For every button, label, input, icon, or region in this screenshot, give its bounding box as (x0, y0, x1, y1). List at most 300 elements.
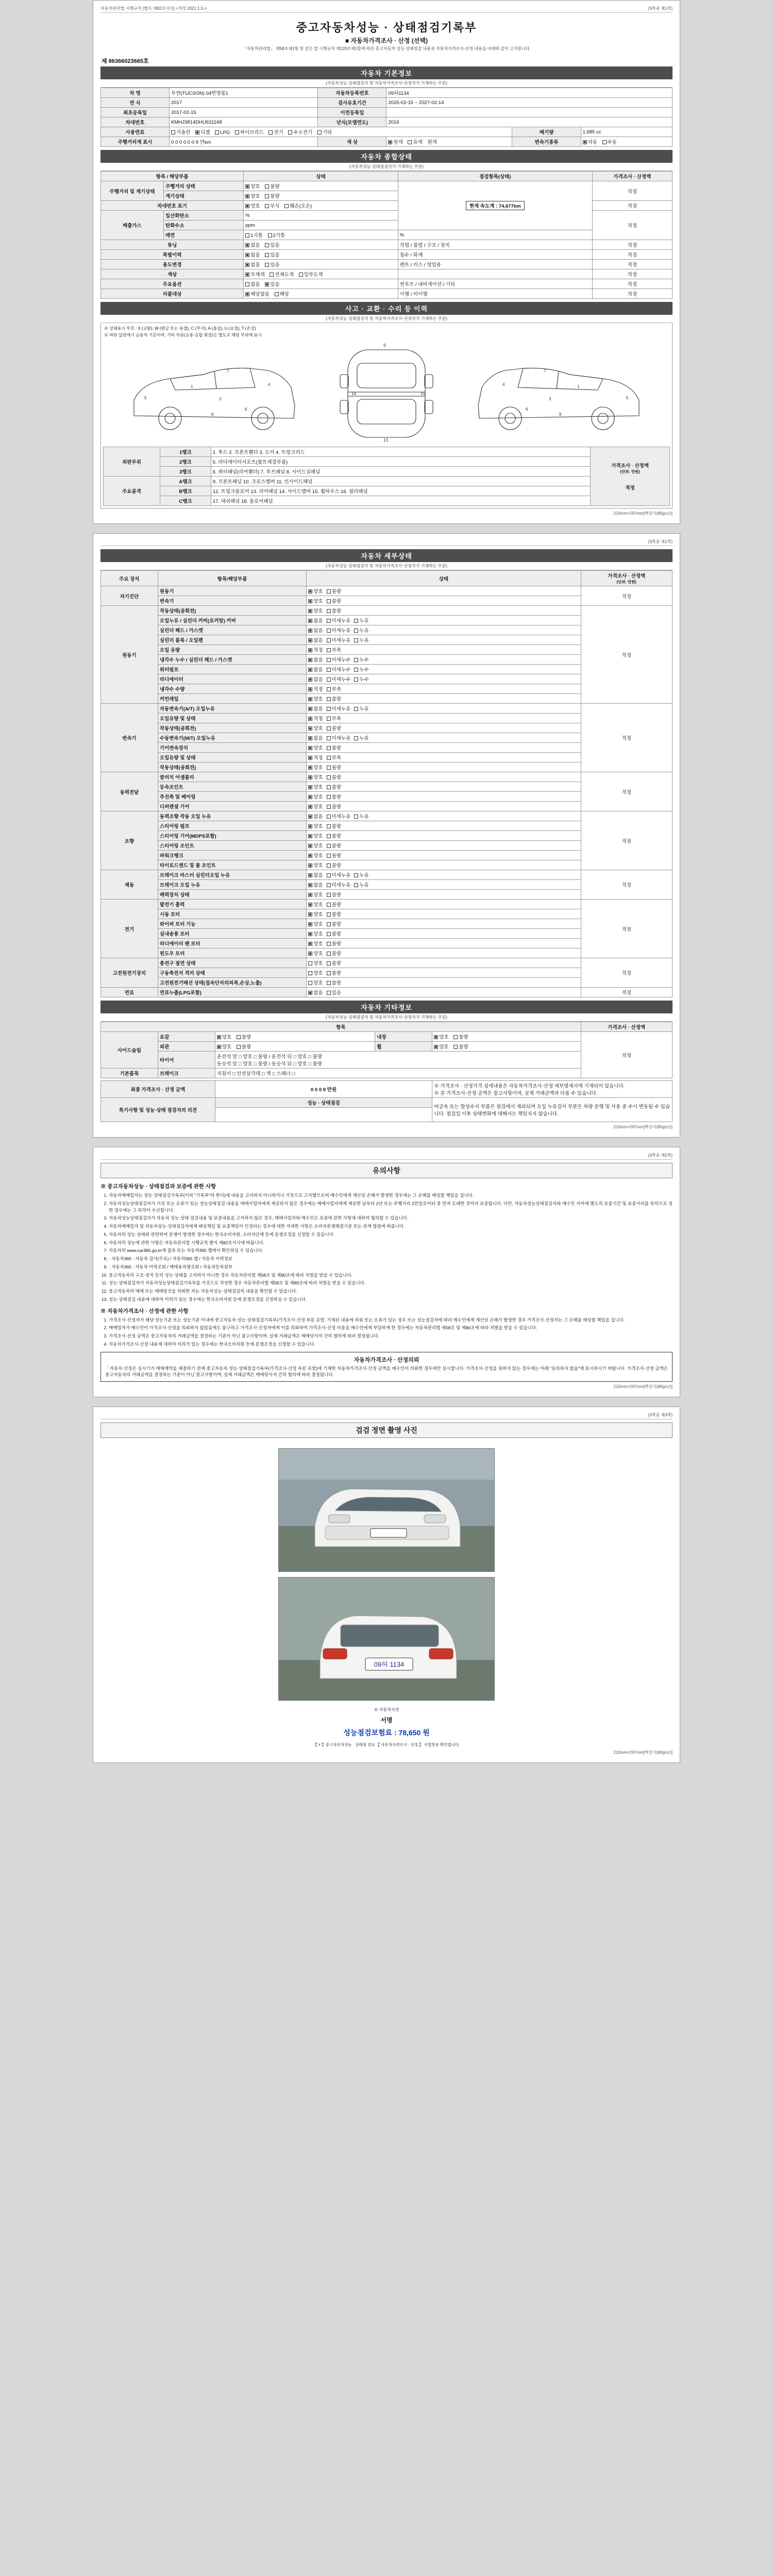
value-transfer (386, 108, 673, 117)
detail-group-2: 변속기 (101, 704, 158, 772)
overall-group-vin: 차대번호 표기 (101, 201, 244, 211)
overall-header-item: 항목 / 해당부품 (101, 172, 244, 181)
other-rstate-0[interactable]: 양호 불량 (432, 1032, 581, 1042)
overall-group-emission: 배출가스 (101, 211, 164, 240)
detail-price-6: 적정 (581, 900, 672, 958)
other-tire-note[interactable]: 운전석 앞 □ 양호 □ 불량 / 운전석 뒤 □ 양호 □ 불량 동승석 앞 □ 양호 □ 불량 / 동승석 뒤 □ 양호 □ 불량 (215, 1052, 581, 1069)
svg-text:3: 3 (219, 397, 222, 401)
overall-state-1[interactable]: 양호 불량 (244, 191, 398, 201)
table-row (101, 900, 673, 909)
list-item: 1. 가격조사·산정자가 해당 성능기준 또는 성능기준 이내에 중고자동차 성능·상태점검기록부(가격조사·산정 부분 포함, 기재된 내용에 허위 또는 오류가 있는 경우 또는 성능점검자에 따라 매수인에게 재산상 손해가 발생한 경우 가격조사·산정자는 그 손해를 배상할 책임을 집니다. (109, 1317, 673, 1324)
overall-price-9: 적정 (592, 269, 672, 279)
table-row (101, 606, 673, 616)
accident-text-2: 6. 쿼터패널(리어휀더) 7. 루프패널 8. 사이드실패널 (211, 467, 590, 477)
document-title: 중고자동차성능 · 상태점검기록부 (296, 21, 477, 34)
detail-item-7-0: 충전구 절연 상태 (158, 958, 306, 968)
detail-state-4-1[interactable]: 양호 불량 (307, 821, 581, 831)
svg-text:14: 14 (351, 392, 356, 396)
detail-body (101, 586, 673, 997)
detail-state-1-3[interactable]: 없음 미세누유 누유 (307, 635, 581, 645)
label-valid: 검사유효기간 (318, 98, 386, 108)
fuel-option-diesel[interactable]: 디젤 (195, 128, 210, 135)
detail-state-4-0[interactable]: 없음 미세누유 누유 (307, 811, 581, 821)
detail-item-7-1: 구동축전지 격리 상태 (158, 968, 306, 978)
detail-state-2-5[interactable]: 적정 부족 (307, 753, 581, 762)
list-item: 8. · 자동차365 : 자동차 검사(무료) / 자동차365 앱 / 자동차 이력정보 (109, 1256, 673, 1262)
fuel-option-gasoline[interactable]: 가솔린 (171, 128, 191, 135)
detail-state-6-3[interactable]: 양호 불량 (307, 929, 581, 939)
value-vin: KMHJ3814DHU631168 (170, 117, 318, 127)
detail-state-1-1[interactable]: 없음 미세누유 누유 (307, 616, 581, 625)
photo-caption: ※ 자동차사진 (374, 1707, 399, 1712)
other-state-1[interactable]: 양호 불량 (215, 1042, 375, 1052)
detail-price-4: 적정 (581, 811, 672, 870)
overall-item-0: 주행거리 상태 (163, 181, 243, 191)
fuel-option-lpg[interactable]: LPG (215, 130, 230, 135)
accident-label-ext: 외판부위 (104, 447, 160, 477)
detail-state-1-0[interactable]: 양호 불량 (307, 606, 581, 616)
overall-group-tuning: 튜닝 (101, 240, 244, 250)
detail-state-7-2[interactable]: 양호 불량 (307, 978, 581, 988)
label-year: 연 식 (101, 98, 170, 108)
detail-state-1-7[interactable]: 없음 미세누수 누수 (307, 674, 581, 684)
overall-price-8: 적정 (592, 260, 672, 269)
detail-item-3-0: 클러치 어셈블리 (158, 772, 306, 782)
page3-header-note (100, 1153, 673, 1160)
overall-state-10[interactable]: 없음 있음 (244, 279, 398, 289)
detail-price-8: 적정 (581, 988, 672, 997)
table-row (101, 772, 673, 782)
table-row (101, 586, 673, 596)
fuel-option-hybrid[interactable]: 하이브리드 (235, 128, 264, 135)
detail-price-0: 적정 (581, 586, 672, 606)
special-label: 특기사항 및 성능·상태 점검자의 의견 (101, 1098, 215, 1122)
detail-group-4: 조향 (101, 811, 158, 870)
detail-state-6-2[interactable]: 양호 불량 (307, 919, 581, 929)
notice-list-2 (109, 1317, 673, 1348)
detail-state-3-3[interactable]: 양호 불량 (307, 802, 581, 811)
accident-price-label: 가격조사 · 산정액 (단위: 만원) 적정 (591, 447, 670, 506)
svg-text:13: 13 (383, 438, 388, 443)
svg-text:5: 5 (626, 396, 629, 400)
accident-parts-table (103, 447, 670, 506)
detail-item-8-0: 연료누출(LPG포함) (158, 988, 306, 997)
svg-text:09허 1134: 09허 1134 (374, 1660, 405, 1668)
signature-label: 서명 (380, 1717, 393, 1724)
label-mileage: 주행거리계 표시 (101, 137, 170, 147)
other-rstate-1[interactable]: 양호 불량 (432, 1042, 581, 1052)
detail-price-3: 적정 (581, 772, 672, 811)
accident-rank-3: A랭크 (160, 477, 211, 486)
detail-state-2-2[interactable]: 양호 불량 (307, 723, 581, 733)
accident-label-frame: 주요골격 (104, 477, 160, 506)
section-overall-note: (자동차성능·상태점검자가 기재하는 부분) (100, 163, 673, 171)
detail-price-1: 적정 (581, 606, 672, 704)
detail-item-1-0: 작동상태(공회전) (158, 606, 306, 616)
detail-item-6-0: 발전기 출력 (158, 900, 306, 909)
detail-item-2-0: 자동변속기(A/T) 오일누유 (158, 704, 306, 714)
list-item: 3. 가격조사·산정 금액은 중고자동차의 거래금액을 결정하는 기준이 아닌 참고사항이며, 실제 거래금액은 매매당사자 간의 협의에 따라 결정됩니다. (109, 1333, 673, 1340)
overall-price-7: 적정 (592, 250, 672, 260)
overall-group-usage: 용도변경 (101, 260, 244, 269)
section-accident: 사고 · 교환 · 수리 등 이력 (100, 302, 673, 315)
detail-group-8: 연료 (101, 988, 158, 997)
svg-text:7: 7 (544, 369, 546, 374)
list-item: 9. · 자동차365 : 자동차 이력조회 / 매매용차량조회 / 자동차등록원부 (109, 1264, 673, 1270)
overall-price-2: 적정 (592, 201, 672, 211)
table-row (101, 988, 673, 997)
detail-item-3-3: 디퍼렌셜 기어 (158, 802, 306, 811)
price-request-body: 「자동차·산정은 실시기가 매매계약을 체결하기 전에 중고자동차 성능·상태점검기록부(가격조사·산정 부분 포함)에 기재한 자동차가격조사·산정 금액을 매수인이 의뢰한 경우에만 실시합니다. 가격조사·산정을 원하지 않는 경우에는 아래 "동의하지 않음"에 표시하시기 바랍니다. 가격조사·산정 금액은 중고자동차의 거래금액을 결정하는 기준이 아닌 참고사항이며, 실제 거래금액은 매매당사자 간의 협의에 따라 결정됩니다. (105, 1365, 668, 1378)
overall-state-9[interactable]: 무채색 전체도색 일부도색 (244, 269, 398, 279)
detail-state-5-2[interactable]: 양호 불량 (307, 890, 581, 900)
list-item: 1. 자동차매매업자는 성능·상태점검기록부(이하 "기록부"라 한다)에 내용을 고지하지 아니하거나 거짓으로 고지했으로써 매수인에게 재산상 손해가 발생한 경우에는 그 손해를 배상할 책임을 집니다. (109, 1192, 673, 1199)
special-sign-area[interactable] (215, 1108, 432, 1122)
page2-header-note (100, 539, 673, 546)
detail-item-5-2: 배력장치 상태 (158, 890, 306, 900)
overall-state-7[interactable]: 없음 있음 (244, 250, 398, 260)
detail-state-6-0[interactable]: 양호 불량 (307, 900, 581, 909)
table-row (101, 958, 673, 968)
detail-state-1-5[interactable]: 없음 미세누수 누수 (307, 655, 581, 665)
overall-detail-5: % (398, 230, 592, 240)
overall-header-detail: 점검항목(상태) (398, 172, 592, 181)
detail-item-0-0: 원동기 (158, 586, 306, 596)
detail-state-2-6[interactable]: 양호 불량 (307, 762, 581, 772)
detail-state-5-0[interactable]: 없음 미세누유 누유 (307, 870, 581, 880)
detail-state-1-8[interactable]: 적정 부족 (307, 684, 581, 694)
overall-detail-11: 이행 / 미이행 (398, 289, 592, 299)
overall-price-3: 적정 (592, 211, 672, 240)
detail-item-6-1: 시동 모터 (158, 909, 306, 919)
notice-sec2-title: ※ 자동차가격조사 · 산정에 관한 사항 (100, 1308, 189, 1314)
other-basic-items[interactable]: 지침서 □ 안전삼각대 □ 잭 □ 스패너 □ (215, 1069, 581, 1078)
other-header-items: 항목 (101, 1022, 581, 1032)
list-item: 6. 자동차의 성능에 관한 사항은 자동차관리법 시행규칙 별지 제82호서식에 따릅니다. (109, 1240, 673, 1246)
price-request-title: 자동차가격조사 · 산정의뢰 (354, 1357, 419, 1363)
page-4 (93, 1406, 680, 1763)
detail-state-1-9[interactable]: 양호 불량 (307, 694, 581, 704)
detail-item-6-4: 라디에이터 팬 모터 (158, 939, 306, 948)
label-model-year: 년식(모델연도) (318, 117, 386, 127)
page2-number: (3쪽중 제1쪽) (648, 539, 673, 544)
table-row (101, 811, 673, 821)
overall-detail-7: 침수 / 화재 (398, 250, 592, 260)
detail-item-5-0: 브레이크 마스터 실린더오일 누유 (158, 870, 306, 880)
value-year: 2017 (170, 98, 318, 108)
overall-state-6[interactable]: 없음 있음 (244, 240, 398, 250)
overall-header-state: 상태 (244, 172, 398, 181)
trans-option-manual[interactable]: 수동 (602, 138, 617, 145)
value-valid: 2025-02-15 ~ 2027-02-14 (386, 98, 673, 108)
overall-group-history: 특별이력 (101, 250, 244, 260)
photo-header: 검검 정면 촬영 사진 (100, 1422, 673, 1438)
page1-bottom-note: 210mm×297mm[백상지(80g/㎡)] (613, 511, 673, 516)
car-diagram[interactable] (103, 338, 670, 447)
detail-group-7: 고전원전기장치 (101, 958, 158, 988)
detail-header-2: 상태 (307, 571, 581, 586)
accident-text-1: 5. 라디에이터서포트(볼트체결부품) (211, 457, 590, 467)
accident-text-3: 9. 프론트패널 10. 크로스멤버 11. 인사이드패널 (211, 477, 590, 486)
page-number: (3쪽중 제1쪽) (648, 6, 673, 11)
detail-state-2-4[interactable]: 양호 불량 (307, 743, 581, 753)
list-item: 5. 자동차의 성능·상태와 관련하여 분쟁이 발생한 경우에는 한국소비자원, 소비자단체 등에 분쟁조정을 신청할 수 있습니다. (109, 1231, 673, 1238)
other-state-0[interactable]: 양호 불량 (215, 1032, 375, 1042)
section-basic-note: (자동차성능·상태점검자 및 자동차가격조사·산정자가 기재하는 부분) (100, 79, 673, 88)
overall-table (100, 171, 673, 299)
overall-state-2[interactable]: 양호 부식 훼손(오손) (244, 201, 398, 211)
page3-number: (3쪽중 제2쪽) (648, 1153, 673, 1158)
other-rlabel-0: 내장 (375, 1032, 432, 1042)
detail-item-4-3: 스티어링 조인트 (158, 841, 306, 851)
label-color: 색 상 (318, 137, 386, 147)
other-table (100, 1022, 673, 1078)
detail-header-3: 가격조사 · 산정액 (단위: 만원) (581, 571, 672, 586)
overall-item-3: 일산화탄소 (163, 211, 243, 221)
svg-text:8: 8 (559, 412, 562, 417)
svg-text:5: 5 (144, 396, 147, 400)
accident-rank-4: B랭크 (160, 486, 211, 496)
total-notes: ※ 가격조사 · 산정가격 상세내용은 자동차가격조사·산정 세부명세서에 기재되어 있습니다. ※ 본 가격조사·산정 금액은 참고사항이며, 실제 거래금액과 다를 수 있습니다. (432, 1081, 673, 1098)
list-item: 4. 자동차가격조사·산정 내용에 대하여 이의가 있는 경우에는 한국소비자원 등에 분쟁조정을 신청할 수 있습니다. (109, 1341, 673, 1348)
notice-header: 유의사항 (100, 1163, 673, 1178)
detail-item-1-7: 라디에이터 (158, 674, 306, 684)
detail-group-0: 자기진단 (101, 586, 158, 606)
detail-price-5: 적정 (581, 870, 672, 900)
accident-text-0: 1. 후드 2. 프론트휀더 3. 도어 4. 트렁크리드 (211, 447, 590, 457)
overall-state-4[interactable]: ppm (244, 221, 398, 230)
accident-rank-0: 1랭크 (160, 447, 211, 457)
detail-state-2-0[interactable]: 없음 미세누유 누유 (307, 704, 581, 714)
total-table (100, 1080, 673, 1122)
page4-header-note (100, 1412, 673, 1419)
overall-group-color: 색상 (101, 269, 244, 279)
page4-number: (3쪽중 제3쪽) (648, 1413, 673, 1417)
detail-group-6: 전기 (101, 900, 158, 958)
photo-grid (100, 1442, 673, 1707)
overall-state-5[interactable]: 1기통 2기통 (244, 230, 398, 240)
form-reference: 자동차관리법 시행규칙 [별지 제82호서식] <개정 2021.1.5.> (100, 6, 207, 11)
accident-text-4: 12. 트렁크플로어 13. 리어패널 14. 사이드멤버 15. 휠하우스 16. 필러패널 (211, 486, 590, 496)
photo-front-svg (279, 1449, 495, 1572)
svg-text:8: 8 (211, 412, 214, 417)
accident-rank-2: 3랭크 (160, 467, 211, 477)
table-row (101, 870, 673, 880)
other-rlabel-1: 휠 (375, 1042, 432, 1052)
label-vin: 차대번호 (101, 117, 170, 127)
fuel-option-etc[interactable]: 기타 (317, 128, 332, 135)
detail-state-0-0[interactable]: 양호 불량 (307, 586, 581, 596)
section-accident-note: (자동차성능·상태점검자 및 자동차가격조사·산정자가 기재하는 부분) (100, 315, 673, 323)
detail-state-6-4[interactable]: 양호 불량 (307, 939, 581, 948)
detail-item-1-5: 냉각수 누수 / 실린더 헤드 / 가스켓 (158, 655, 306, 665)
detail-item-2-3: 수동변속기(M/T) 오일누유 (158, 733, 306, 743)
overall-state-11[interactable]: 해당없음 해당 (244, 289, 398, 299)
detail-item-1-9: 커먼레일 (158, 694, 306, 704)
photo-rear-svg (279, 1578, 495, 1701)
detail-item-2-1: 오일유량 및 상태 (158, 714, 306, 723)
trans-option-auto[interactable]: 자동 (583, 138, 597, 145)
overall-state-8[interactable]: 없음 있음 (244, 260, 398, 269)
value-model-year: 2016 (386, 117, 673, 127)
list-item: 12. 중고자동차의 매매 또는 매매알선을 의뢰한 자는 자동차성능·상태점검의 내용을 확인할 수 있습니다. (109, 1288, 673, 1295)
overall-item-1: 계기상태 (163, 191, 243, 201)
color-option-multi[interactable]: 유색 (408, 138, 422, 145)
page4-bottom-note: 210mm×297mm[백상지(80g/㎡)] (613, 1750, 673, 1755)
overall-price-6: 적정 (592, 240, 672, 250)
svg-text:4: 4 (502, 382, 505, 387)
fuel-option-hydrogen[interactable]: 수소전기 (288, 128, 312, 135)
label-transmission: 변속기종류 (512, 137, 581, 147)
detail-table (100, 570, 673, 997)
detail-item-3-1: 등속조인트 (158, 782, 306, 792)
document-number: 제 86366023665호 (102, 58, 149, 64)
list-item: 2. 자동차성능상태점검자가 거짓 또는 오류가 있는 성능상태점검 내용을 매매사업자에게 제공하지 않은 경우에는 매매사업자에게 제공한 날부터 2년 또는 주행거리 2만킬로미터 중 먼저 도래한 것까지 보증합니다. 다만, 자동차성능상태점검자와 매수인 사이에 별도의 보증기간 및 보증거리를 특약으로 정한 경우에는 그 특약이 우선합니다. (109, 1200, 673, 1214)
section-detail-note: (자동차성능·상태점검자 및 자동차가격조사·산정자가 기재하는 부분) (100, 562, 673, 570)
photo-front[interactable] (278, 1448, 495, 1572)
table-row (101, 704, 673, 714)
special-text: 비금속 또는 합성수지 부품은 점검에서 제외되며 오일 누유검사 부분은 차량 운행 및 사용 중 수시 변동될 수 있습니다. 점검일 이후 상태변화에 대해서는 책임지지 않습니다. (432, 1098, 673, 1122)
page-3 (93, 1147, 680, 1397)
svg-text:4: 4 (268, 382, 271, 387)
overall-price-10: 적정 (592, 279, 672, 289)
detail-state-4-5[interactable]: 양호 불량 (307, 860, 581, 870)
accident-rank-5: C랭크 (160, 496, 211, 506)
detail-state-0-1[interactable]: 양호 불량 (307, 596, 581, 606)
svg-text:9: 9 (383, 343, 386, 348)
svg-text:1: 1 (577, 384, 580, 389)
detail-state-4-3[interactable]: 양호 불량 (307, 841, 581, 851)
detail-item-1-1: 오일누유 / 실린더 커버(로커암) 커버 (158, 616, 306, 625)
value-first-reg: 2017-02-15 (170, 108, 318, 117)
page2-bottom-note: 210mm×297mm[백상지(80g/㎡)] (613, 1125, 673, 1129)
basic-info-table (100, 88, 673, 147)
overall-speed-box: 현재 속도계 : 74,677km (398, 181, 592, 230)
detail-state-6-5[interactable]: 양호 불량 (307, 948, 581, 958)
detail-item-1-4: 오일 유량 (158, 645, 306, 655)
value-displacement: 1,685 cc (581, 127, 672, 137)
detail-item-6-5: 윈도우 모터 (158, 948, 306, 958)
svg-text:6: 6 (245, 407, 247, 412)
list-item: 3. 자동차성능상태점검자가 자동차 성능·상태 점검내용 및 보증내용을 고지하지 않은 경우, 매매사업자와 매수인은 보증에 관한 사항에 대하여 협의할 수 있습니다. (109, 1215, 673, 1222)
notice-sec1-title: ※ 중고자동차성능 · 상태점검과 보증에 관한 사항 (100, 1183, 216, 1190)
section-other: 자동차 기타정보 (100, 1001, 673, 1013)
notice-list-1 (109, 1192, 673, 1303)
overall-detail-10: 썬루프 / 내비게이션 / 기타 (398, 279, 592, 289)
label-displacement: 배기량 (512, 127, 581, 137)
page-1 (93, 0, 680, 524)
overall-detail-9 (398, 269, 592, 279)
detail-item-5-1: 브레이크 오일 누유 (158, 880, 306, 890)
other-header-price: 가격조사 · 산정액 (581, 1022, 672, 1032)
detail-item-2-4: 기어변속장치 (158, 743, 306, 753)
value-mileage: 0 0 0 0 0 0 9 만km (170, 137, 318, 147)
detail-item-4-4: 파워크랭크 (158, 851, 306, 860)
svg-text:3: 3 (549, 397, 551, 401)
detail-group-1: 원동기 (101, 606, 158, 704)
overall-price-0: 적정 (592, 181, 672, 201)
label-reg-no: 자동차등록번호 (318, 88, 386, 98)
detail-group-5: 제동 (101, 870, 158, 900)
section-basic-info: 자동차 기본정보 (100, 66, 673, 79)
detail-state-8-0[interactable]: 없음 있음 (307, 988, 581, 997)
overall-group-recall: 리콜대상 (101, 289, 244, 299)
detail-state-1-4[interactable]: 적정 부족 (307, 645, 581, 655)
total-title: 최종 가격조사 · 산정 금액 (101, 1081, 215, 1098)
overall-state-0[interactable]: 양호 불량 (244, 181, 398, 191)
other-sub-1: 외관 (158, 1042, 215, 1052)
label-transfer: 이전등록일 (318, 108, 386, 117)
detail-header-0: 주요 장치 (101, 571, 158, 586)
fuel-option-electric[interactable]: 전기 (268, 128, 283, 135)
detail-state-2-1[interactable]: 적정 부족 (307, 714, 581, 723)
document-legal-text: 「자동차관리법」 제58조제1항 및 같은 법 시행규칙 제120조제1항에 따른 중고자동차 성능·상태점검 내용과 자동차가격조사·산정 내용을 아래와 같이 고지합니다. (242, 46, 531, 51)
detail-item-1-6: 워터펌프 (158, 665, 306, 674)
list-item: 2. 매매업자가 매수인이 가격조사·산정을 의뢰하지 않았음에도 불구하고 가격조사·산정자에게 이를 의뢰하여 가격조사·산정 비용을 매수인에게 부담하게 한 경우에는 자동차관리법 제58조 및 제80조에 따라 처벌을 받을 수 있습니다. (109, 1325, 673, 1331)
detail-item-6-2: 와이퍼 모터 기능 (158, 919, 306, 929)
diagram-legend-2: ※ 하단 일람에서 승용차 기준이며, 기타 차종(승용·승합·화물)은 별도로 해당 부위에 표시 (104, 333, 262, 337)
overall-state-3[interactable]: % (244, 211, 398, 221)
detail-state-5-1[interactable]: 없음 미세누유 누유 (307, 880, 581, 890)
detail-state-2-3[interactable]: 없음 미세누유 누유 (307, 733, 581, 743)
other-price: 적정 (581, 1032, 672, 1078)
detail-item-1-2: 실린더 헤드 / 가스켓 (158, 625, 306, 635)
section-overall: 자동차 종합상태 (100, 150, 673, 163)
detail-state-1-2[interactable]: 없음 미세누유 누유 (307, 625, 581, 635)
detail-item-6-3: 실내송풍 모터 (158, 929, 306, 939)
document-subtitle: ■ 자동차가격조사 · 산정 (선택) (345, 37, 428, 44)
svg-text:15: 15 (421, 392, 425, 396)
inspection-fee: 성능점검보험료 : 78,650 원 (343, 1728, 430, 1737)
detail-state-3-0[interactable]: 양호 불량 (307, 772, 581, 782)
overall-item-5: 매연 (163, 230, 243, 240)
detail-state-6-1[interactable]: 양호 불량 (307, 909, 581, 919)
total-value: 0 0 0 0 만원 (215, 1081, 432, 1098)
detail-state-4-2[interactable]: 양호 불량 (307, 831, 581, 841)
label-car-name: 차 명 (101, 88, 170, 98)
detail-item-0-1: 변속기 (158, 596, 306, 606)
detail-price-2: 적정 (581, 704, 672, 772)
color-option-solid[interactable]: 원색 (388, 138, 402, 145)
detail-state-7-0[interactable]: 양호 불량 (307, 958, 581, 968)
other-sub-3: 브레이크 (158, 1069, 215, 1078)
detail-state-7-1[interactable]: 양호 불량 (307, 968, 581, 978)
detail-state-3-2[interactable]: 양호 불량 (307, 792, 581, 802)
value-reg-no: 09허1134 (386, 88, 673, 98)
detail-item-1-8: 냉각수 수량 (158, 684, 306, 694)
overall-price-11: 적정 (592, 289, 672, 299)
photo-footer-1: 【 Y 】중고자동차성능 · 상태점 검표 【 자동차가격조사 · 산정 】 사업장용 확인법니다. (313, 1742, 460, 1747)
detail-price-7: 적정 (581, 958, 672, 988)
accident-diagram-wrap (100, 323, 673, 509)
list-item: 10. 중고자동차의 구조·장치 등의 성능·상태를 고지하지 아니한 경우 자동차관리법 제58조 및 제80조에 따라 처벌을 받을 수 있습니다. (109, 1272, 673, 1279)
detail-item-7-2: 고전원전기배선 상태(접속단자의피복,손상,노출) (158, 978, 306, 988)
detail-item-4-5: 타이로드엔드 및 볼 조인트 (158, 860, 306, 870)
value-color: 흰색 (427, 140, 437, 145)
photo-rear[interactable] (278, 1577, 495, 1701)
detail-state-3-1[interactable]: 양호 불량 (307, 782, 581, 792)
other-group-sideslip: 사이드슬립 (101, 1032, 158, 1069)
detail-item-3-2: 추진축 및 베어링 (158, 792, 306, 802)
other-sub-2: 타이어 (158, 1052, 215, 1069)
detail-state-4-4[interactable]: 양호 불량 (307, 851, 581, 860)
detail-item-4-1: 스티어링 펌프 (158, 821, 306, 831)
list-item: 11. 성능·상태점검자가 자동차성능상태점검기록부를 거짓으로 작성한 경우 자동차관리법 제58조 및 제80조에 따라 처벌을 받을 수 있습니다. (109, 1280, 673, 1286)
svg-text:6: 6 (526, 407, 528, 412)
detail-state-1-6[interactable]: 없음 미세누수 누수 (307, 665, 581, 674)
section-other-note: (자동차성능·상태점검자 및 자동차가격조사·산정자가 기재하는 부분) (100, 1013, 673, 1022)
list-item: 7. 자동차의 www.car365.go.kr에 접속 또는 자동차365 앱에서 확인하실 수 있습니다. (109, 1247, 673, 1254)
